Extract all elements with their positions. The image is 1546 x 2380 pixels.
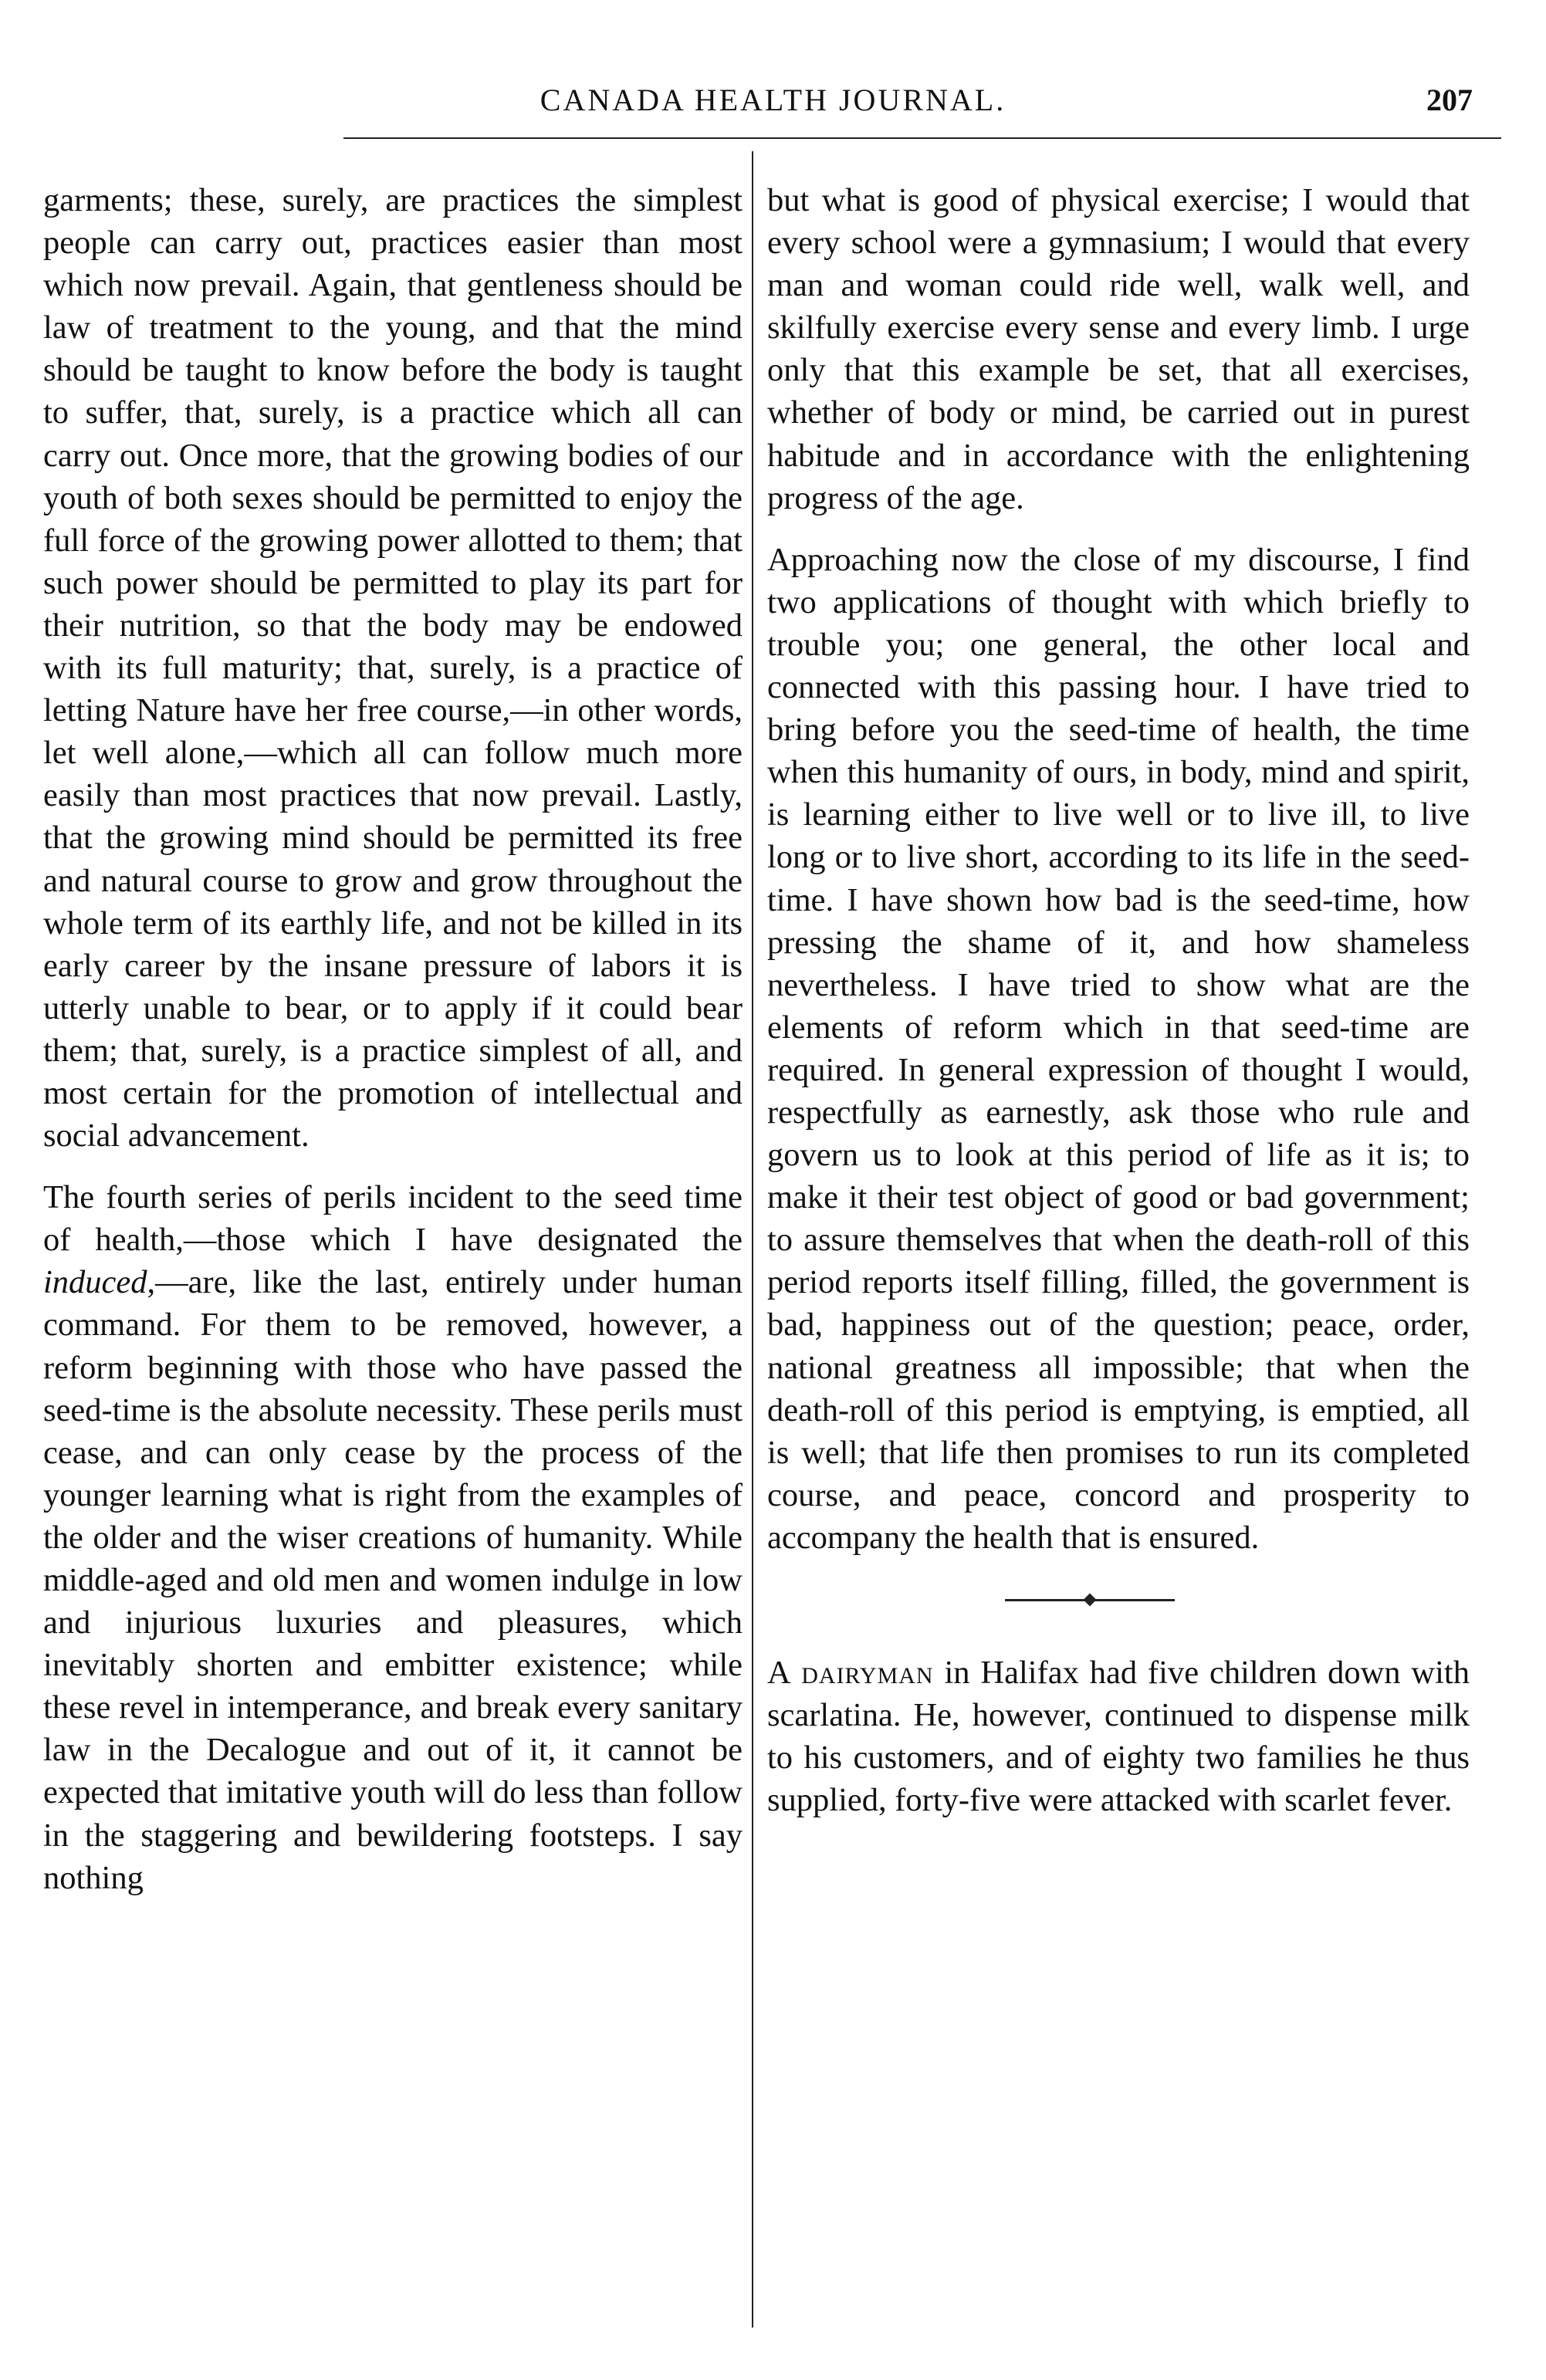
left-paragraph-2-start: The fourth series of perils incident to the seed time of health,—those which I have designated the	[43, 1179, 743, 1259]
section-ornament	[767, 1577, 1470, 1624]
column-divider	[752, 151, 753, 2328]
running-head: CANADA HEALTH JOURNAL.	[540, 83, 1006, 117]
page-header	[0, 77, 1546, 123]
news-lead: A dairyman	[767, 1655, 934, 1691]
right-column	[767, 179, 1470, 1821]
page-number: 207	[1426, 83, 1473, 117]
right-paragraph-2: Approaching now the close of my discourse, I find two applications of thought with which briefly to trouble you; one general, the other local and connected with this passing hour. I have tried to bring before you the seed-time of health, the time when this humanity of ours, in body, mind and spirit, is learning either to live well or to live ill, to live long or to live short, according to its life in the seed-time. I have shown how bad is the seed-time, how pressing the shame of it, and how shameless nevertheless. I have tried to show what are the elements of reform which in that seed-time are required. In general expression of thought I would, respectfully as earnestly, ask those who rule and govern us to look at this period of life as it is; to make it their test object of good or bad government; to assure themselves that when the death-roll of this period reports itself filling, filled, the government is bad, happiness out of the question; peace, order, national greatness all impossible; that when the death-roll of this period is emptying, is emptied, all is well; that life then promises to run its completed course, and peace, concord and prosperity to accompany the health that is ensured.	[767, 541, 1470, 1556]
left-column	[43, 179, 743, 1899]
right-paragraph-1: but what is good of physical exercise; I would that every school were a gymnasium; I would that every man and woman could ride well, walk well, and skilfully exercise every sense and every limb. I urge only that this example be set, that all exercises, whether of body or mind, be carried out in purest habitude and in accordance with the enlightening progress of the age.	[767, 182, 1470, 516]
left-paragraph-1: garments; these, surely, are practices the simplest people can carry out, practices easier than most which now prevail. Again, that gentleness should be law of treatment to the young, and that the mind should be taught to know before the body is taught to suffer, that, surely, is a practice which all can carry out. Once more, that the growing bodies of our youth of both sexes should be permitted to enjoy the full force of the growing power allotted to them; that such power should be permitted to play its part for their nutrition, so that the body may be endowed with its full maturity; that, surely, is a practice of letting Nature have her free course,—in other words, let well alone,—which all can follow much more easily than most practices that now prevail. Lastly, that the growing mind should be permitted its free and natural course to grow and grow throughout the whole term of its earthly life, and not be killed in its early career by the insane pressure of labors it is utterly unable to bear, or to apply if it could bear them; that, surely, is a practice simplest of all, and most certain for the promotion of intellectual and social advancement.	[43, 182, 743, 1155]
left-paragraph-2-end: ,—are, like the last, entirely under human command. For them to be removed, however, a reform beginning with those who have passed the seed-time is the absolute necessity. These perils must cease, and can only cease by the process of the younger learning what is right from the examples of the older and the wiser creations of humanity. While middle-aged and old men and women indulge in low and injurious luxuries and pleasures, which inevitably shorten and embitter existence; while these revel in intemperance, and break every sanitary law in the Decalogue and out of it, it cannot be expected that imitative youth will do less than follow in the staggering and bewildering footsteps. I say nothing	[43, 1264, 743, 1896]
header-rule	[343, 137, 1501, 139]
ornament-diamond-icon	[1084, 1594, 1097, 1607]
emphasis-induced: induced	[43, 1264, 147, 1301]
news-body: in Halifax had five children down with scarlatina. He, however, continued to dispense milk to his customers, and of eighty two families he thus supplied, forty-five were attacked with scarlet fever.	[767, 1655, 1470, 1819]
dairyman-news-item	[767, 1651, 1470, 1821]
left-paragraph-2	[43, 1176, 743, 1899]
